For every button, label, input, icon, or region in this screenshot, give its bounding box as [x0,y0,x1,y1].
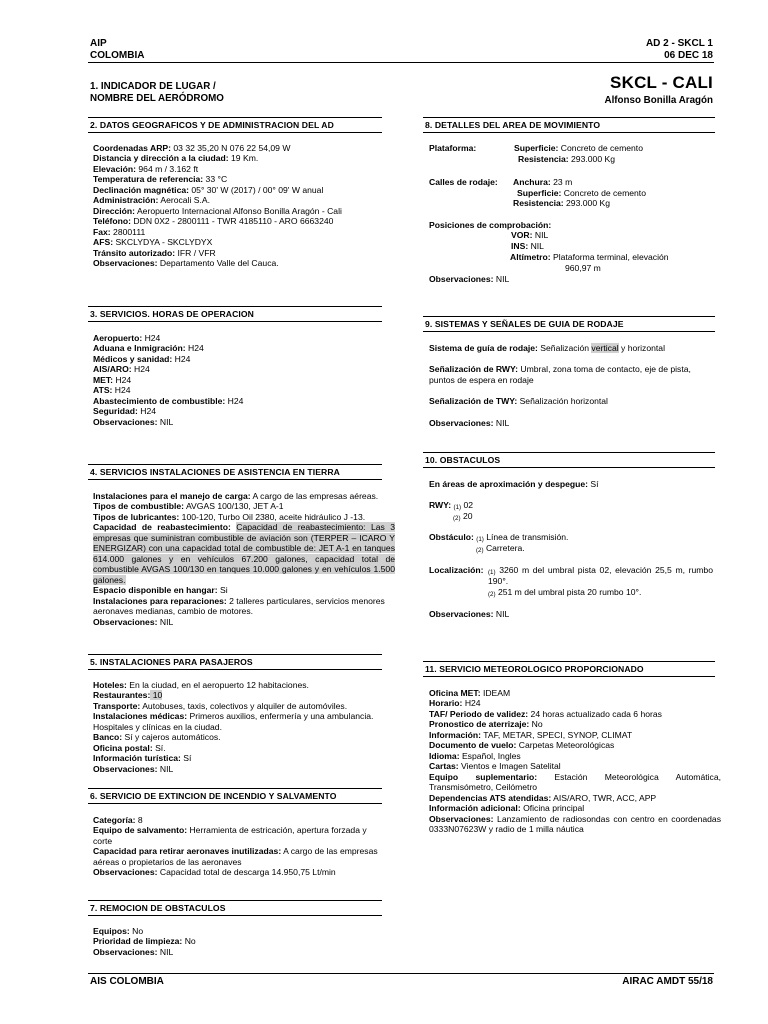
aerodrome-name: Alfonso Bonilla Aragón [604,95,713,106]
s3-row: Abastecimiento de combustible: H24 [93,395,244,406]
s5-row-restaurantes: Restaurantes: 10 [93,690,163,701]
s6-row-equipo: Equipo de salvamento: Herramienta de estricación, apertura forzada y corte [93,825,367,846]
s9-rule-top [423,316,715,317]
header-right [646,38,713,62]
s7-body [93,926,378,957]
s10-observaciones: Observaciones: NIL [429,609,510,619]
s4-row-reparaciones: Instalaciones para reparaciones: 2 talleres particulares, servicios menores aeronaves medianas, cambio de motores. [93,595,385,617]
title-label-line1: 1. INDICADOR DE LUGAR / [90,81,216,92]
s3-row: Observaciones: NIL [93,416,174,427]
s4-title: 4. SERVICIOS INSTALACIONES DE ASISTENCIA EN TIERRA [90,467,340,477]
s11-body [429,688,721,835]
s4-row-lubricantes: Tipos de lubricantes: 100-120, Turbo Oil 2380, aceite hidráulico J -13. [93,511,366,522]
s11-row: Cartas: Vientos e Imagen Satelital [429,761,561,772]
s8-ins: INS: NIL [511,241,544,251]
s11-row: Información: TAF, METAR, SPECI, SYNOP, CLIMAT [429,729,633,740]
s4-row-observaciones: Observaciones: NIL [93,616,174,627]
footer-rule [88,973,714,974]
s3-row: MET: H24 [93,374,132,385]
s11-row-dependencias: Dependencias ATS atendidas: AIS/ARO, TWR, ACC, APP [429,792,657,803]
s5-row-transporte: Transporte: Autobuses, taxis, colectivos y alquiler de automóviles. [93,700,348,711]
s4-row-carga: Instalaciones para el manejo de carga: A cargo de las empresas aéreas. [93,491,379,501]
s11-row: TAF/ Periodo de validez: 24 horas actualizado cada 6 horas [429,708,662,719]
s4-row-hangar: Espacio disponible en hangar: Si [93,585,228,596]
s2-rule-top [88,117,382,118]
s3-row: Aduana e Inmigración: H24 [93,343,204,354]
s6-row-categoria: Categoría: 8 [93,815,143,825]
s9-row-rwy: Señalización de RWY: Umbral, zona toma de contacto, eje de pista, puntos de espera en rodaje [429,364,691,385]
s4-body [93,491,395,627]
s10-rule-bottom [423,467,715,468]
s11-row: Oficina MET: IDEAM [429,688,511,698]
s8-vor: VOR: NIL [511,230,549,240]
s10-obstaculo-2: (2) Carretera. [476,543,525,554]
s8-calles-superficie: Superficie: Concreto de cemento [517,188,646,198]
s5-row-observaciones: Observaciones: NIL [93,763,174,774]
s7-rule-bottom [88,915,382,916]
s2-row: Temperatura de referencia: 33 °C [93,174,228,185]
s3-row: Médicos y sanidad: H24 [93,353,191,364]
s5-rule-top [88,654,382,655]
title-label-line2: NOMBRE DEL AERÓDROMO [90,92,224,104]
s10-localizacion-2: (2) 251 m del umbral pista 20 rumbo 10°. [488,587,642,598]
s6-row-capacidad: Capacidad para retirar aeronaves inutilizadas: A cargo de las empresas aéreas o propietarios de las aeronaves [93,846,378,867]
s8-rule-top [423,117,715,118]
s5-row-postal: Oficina postal: Sí. [93,742,166,753]
s11-row: Horario: H24 [429,698,481,709]
s10-rwy-1: RWY: (1) 02 [429,500,474,511]
aerodrome-code: SKCL - CALI [610,73,713,92]
s11-row: Idioma: Español, Ingles [429,750,521,761]
s2-row: Dirección: Aeropuerto Internacional Alfonso Bonilla Aragón - Cali [93,205,342,216]
s9-rule-bottom [423,331,715,332]
s9-title: 9. SISTEMAS Y SEÑALES DE GUIA DE RODAJE [425,319,624,329]
s2-row: Fax: 2800111 [93,226,146,237]
s11-title: 11. SERVICIO METEOROLOGICO PROPORCIONADO [425,664,644,674]
s3-row: Aeropuerto: H24 [93,333,161,343]
s7-row: Equipos: No [93,926,144,936]
header-left [90,38,144,62]
s5-row-turistica: Información turística: Sí [93,753,192,764]
title-label [90,81,224,105]
s8-plataforma-superficie: Superficie: Concreto de cemento [514,143,643,153]
s10-localizacion-1: (1) 3260 m del umbral pista 02, elevación 25,5 m, rumbo 190°. [488,565,713,586]
s5-body [93,680,383,774]
s8-observaciones: Observaciones: NIL [429,274,510,284]
s8-calles-label: Calles de rodaje: [429,177,498,187]
s2-row: Distancia y dirección a la ciudad: 19 Km. [93,153,259,164]
s4-rule-top [88,464,382,465]
s6-row-observaciones: Observaciones: Capacidad total de descarga 14.950,75 Lt/min [93,867,336,878]
s9-body [429,343,713,428]
s7-rule-top [88,900,382,901]
header-aip: AIP [90,38,107,49]
s2-row: AFS: SKCLYDYA - SKCLYDYX [93,237,213,248]
s3-row: ATS: H24 [93,385,131,396]
s10-obstaculo-1: Obstáculo: (1) Línea de transmisión. [429,532,569,543]
s8-rule-bottom [423,132,715,133]
s11-row: Pronostico de aterrizaje: No [429,719,543,730]
footer-right: AIRAC AMDT 55/18 [622,976,713,987]
s10-localizacion-label: Localización: [429,565,484,575]
s4-rule-bottom [88,479,382,480]
s8-plataforma-label: Plataforma: [429,143,477,153]
s7-row: Prioridad de limpieza: No [93,936,196,947]
s3-title: 3. SERVICIOS. HORAS DE OPERACION [90,309,254,319]
s11-row-info-adicional: Información adicional: Oficina principal [429,803,585,814]
footer-left: AIS COLOMBIA [90,976,164,987]
s3-row: AIS/ARO: H24 [93,364,150,375]
s5-title: 5. INSTALACIONES PARA PASAJEROS [90,657,253,667]
s8-calles-resistencia: Resistencia: 293.000 Kg [513,198,610,208]
s11-row-equipo: Equipo suplementario: Estación Meteorológica Automática, Transmisómetro, Ceilómetro [429,771,721,793]
s7-row: Observaciones: NIL [93,946,174,957]
s8-calles-anchura: Anchura: 23 m [513,177,573,187]
s2-title: 2. DATOS GEOGRAFICOS Y DE ADMINISTRACION DEL AD [90,120,334,130]
header-page-ref: AD 2 - SKCL 1 [645,38,713,49]
s9-row-twy: Señalización de TWY: Señalización horizontal [429,396,608,407]
s2-row: Declinación magnética: 05° 30' W (2017) / 00° 09' W anual [93,184,324,195]
s2-row: Teléfono: DDN 0X2 - 2800111 - TWR 4185110 - ARO 6663240 [93,216,334,227]
header-date: 06 DEC 18 [664,50,713,61]
s10-rwy-2: (2) 20 [453,511,473,522]
s5-row-hoteles: Hoteles: En la ciudad, en el aeropuerto 12 habitaciones. [93,680,309,690]
s2-row: Tránsito autorizado: IFR / VFR [93,247,216,258]
s2-row: Administración: Aerocali S.A. [93,195,211,206]
s3-rule-bottom [88,321,382,322]
s7-title: 7. REMOCION DE OBSTACULOS [90,903,226,913]
s2-row: Observaciones: Departamento Valle del Cauca. [93,258,279,269]
s6-body [93,815,383,878]
s8-posiciones-label: Posiciones de comprobación: [429,220,552,230]
s3-rule-top [88,306,382,307]
s3-row: Seguridad: H24 [93,406,157,417]
s10-areas: En áreas de aproximación y despegue: Sí [429,479,599,489]
s6-rule-top [88,788,382,789]
s5-rule-bottom [88,669,382,670]
s9-row-observaciones: Observaciones: NIL [429,417,510,428]
s10-rule-top [423,452,715,453]
s4-row-combustible: Tipos de combustible: AVGAS 100/130, JET A-1 [93,501,284,512]
s9-row-sistema: Sistema de guía de rodaje: Señalización vertical y horizontal [429,343,665,353]
s5-row-medicas: Instalaciones médicas: Primeros auxilios, enfermería y una ambulancia. Hospitales y clínicas en la ciudad. [93,711,374,732]
s4-capacidad-highlight: Capacidad de reabastecimiento: Las 3 empresas que suministran combustible de aviación son (TERPER – ICARO Y ENERGIZAR) con una capacidad total de combustible de: JET A-1 en tanques 614.000 galones y en vehículos 67.200 galones, capacidad total de combustible AVGAS 100/130 en tanques 10.000 galones y en vehículos 1.500 galones. [93,522,395,585]
s6-title: 6. SERVICIO DE EXTINCION DE INCENDIO Y SALVAMENTO [90,791,337,801]
s2-rule-bottom [88,132,382,133]
s4-row-capacidad: Capacidad de reabastecimiento: Capacidad de reabastecimiento: Las 3 empresas que suministran combustible de aviación son (TERPER – ICARO Y ENERGIZAR) con una capacidad total de combustible de: JET A-1 en tanques 614.000 galones y en vehículos 67.200 galones, capacidad total de combustible AVGAS 100/130 en tanques 10.000 galones y en vehículos 1.500 galones. [93,522,395,585]
s8-plataforma-resistencia: Resistencia: 293.000 Kg [518,154,615,164]
s2-row: Elevación: 964 m / 3.162 ft [93,163,199,174]
header-country: COLOMBIA [90,50,145,61]
s5-row-banco: Banco: Sí y cajeros automáticos. [93,732,221,743]
s2-row: Coordenadas ARP: 03 32 35,20 N 076 22 54,09 W [93,143,291,153]
s11-row: Documento de vuelo: Carpetas Meteorológicas [429,740,615,751]
s8-title: 8. DETALLES DEL AREA DE MOVIMIENTO [425,120,601,130]
header-rule [88,62,714,63]
s3-body [93,333,378,427]
s11-rule-top [423,661,715,662]
s6-rule-bottom [88,803,382,804]
s8-altimetro-elev: 960,97 m [565,263,601,273]
s2-body [93,143,378,269]
s10-title: 10. OBSTACULOS [425,455,501,465]
s11-row-observaciones: Observaciones: Lanzamiento de radiosondas con centro en coordenadas 0333N07623W y radio de 1 milla náutica [429,813,721,835]
s11-rule-bottom [423,676,715,677]
s8-altimetro: Altímetro: Plataforma terminal, elevación [510,252,669,262]
